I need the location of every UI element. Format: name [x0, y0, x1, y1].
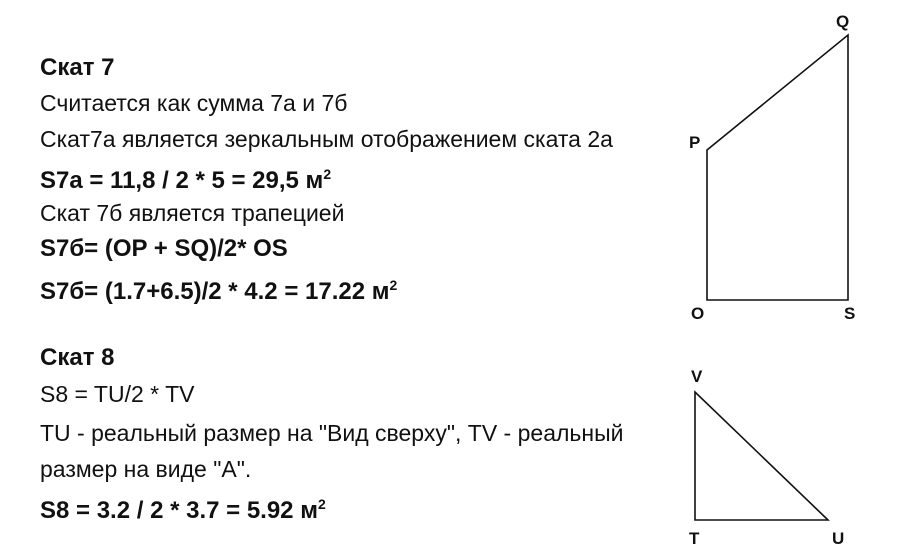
section-7-heading: Скат 7 — [40, 54, 115, 81]
triangle-figure-8 — [695, 392, 828, 520]
point-label-v: V — [691, 367, 703, 386]
formula-result-text: S8 = 3.2 / 2 * 3.7 = 5.92 м — [40, 497, 318, 524]
trapezoid-figure-7 — [707, 35, 848, 300]
section-8-formula-def: S8 = TU/2 * TV — [40, 381, 195, 407]
point-label-s: S — [844, 304, 856, 323]
point-label-t: T — [689, 529, 700, 548]
point-label-q: Q — [836, 12, 850, 31]
formula-b2-superscript: 2 — [389, 277, 398, 293]
section-8-line-1: TU - реальный размер на "Вид сверху", TV - реальный — [40, 420, 624, 446]
section-7-formula-b1: S7б= (OP + SQ)/2* OS — [40, 235, 288, 262]
point-label-p: P — [689, 133, 701, 152]
formula-a-text: S7а = 11,8 / 2 * 5 = 29,5 м — [40, 167, 324, 194]
section-7-line-2: Скат7а является зеркальным отображением ската 2а — [40, 126, 613, 152]
section-7-line-1: Считается как сумма 7а и 7б — [40, 90, 348, 116]
point-label-u: U — [832, 529, 845, 548]
point-label-o: O — [691, 304, 705, 323]
section-7-line-3: Скат 7б является трапецией — [40, 200, 345, 226]
formula-b2-text: S7б= (1.7+6.5)/2 * 4.2 = 17.22 м — [40, 278, 390, 305]
formula-a-superscript: 2 — [323, 166, 332, 182]
section-8-heading: Скат 8 — [40, 344, 115, 371]
formula-result-superscript: 2 — [317, 496, 326, 512]
section-8-line-2: размер на виде "А". — [40, 456, 252, 482]
